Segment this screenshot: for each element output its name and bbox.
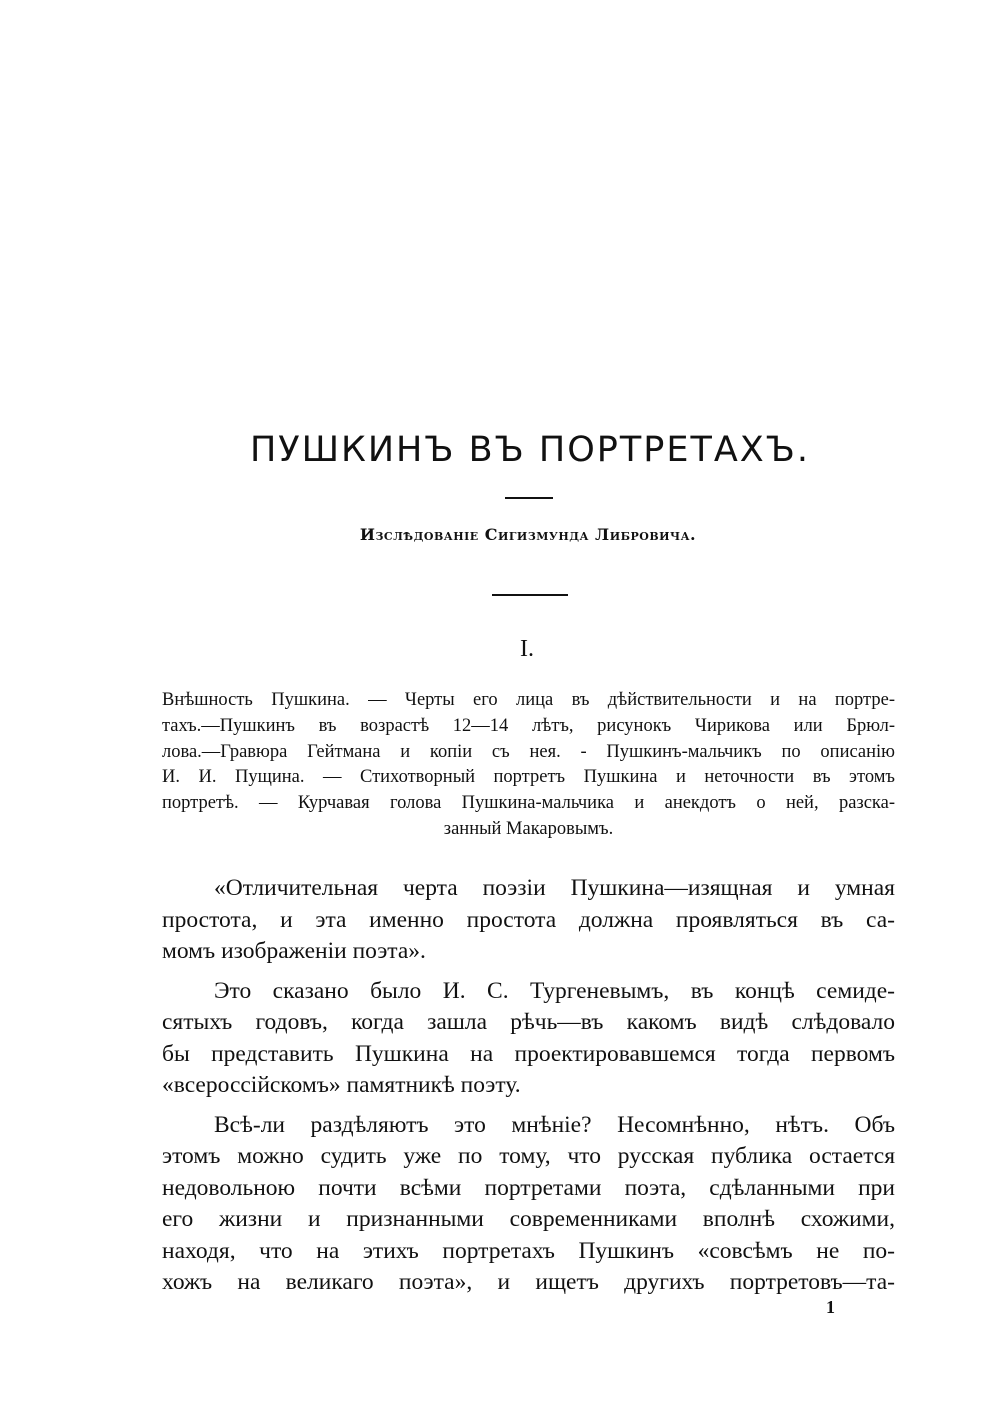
text-line: Это сказано было И. С. Тургеневымъ, въ концѣ семиде-	[214, 977, 895, 1004]
chapter-number: I.	[520, 636, 534, 662]
text-line: хожъ на великаго поэта», и ищетъ другихъ портретовъ—та-	[162, 1269, 895, 1295]
text-line: Всѣ-ли раздѣляютъ это мнѣніе? Несомнѣнно, нѣтъ. Объ	[214, 1111, 895, 1138]
page-number: 1	[826, 1297, 835, 1317]
article-subtitle: Изслѣдованіе Сигизмунда Либровича.	[359, 525, 697, 544]
summary-line: портретѣ. — Курчавая голова Пушкина-мальчика и анекдотъ о ней, разска-	[162, 793, 895, 814]
text-line: этомъ можно судить уже по тому, что русская публика остается	[162, 1143, 895, 1169]
title-divider	[505, 497, 553, 499]
summary-line: Внѣшность Пушкина. — Черты его лица въ дѣйствительности и на портре-	[162, 690, 895, 710]
text-line: «Отличительная черта поэзіи Пушкина—изящная и умная	[214, 875, 895, 901]
body-text	[162, 873, 895, 1307]
summary-line: тахъ.—Пушкинъ въ возрастѣ 12—14 лѣтъ, рисунокъ Чирикова или Брюл-	[162, 715, 895, 736]
article-title: ПУШКИНЪ ВЪ ПОРТРЕТАХЪ.	[249, 430, 811, 470]
text-line: момъ изображеніи поэта».	[162, 938, 426, 964]
summary-line: лова.—Гравюра Гейтмана и копіи съ нея. - Пушкинъ-мальчикъ по описанію	[162, 741, 895, 762]
summary-line: занный Макаровымъ.	[443, 818, 614, 839]
paragraph	[162, 976, 895, 1102]
subtitle-divider	[492, 594, 568, 596]
text-line: недовольною почти всѣми портретами поэта, сдѣланными при	[162, 1174, 895, 1201]
paragraph	[162, 1110, 895, 1299]
text-line: сятыхъ годовъ, когда зашла рѣчь—въ какомъ видѣ слѣдовало	[162, 1009, 895, 1035]
text-line: находя, что на этихъ портретахъ Пушкинъ «совсѣмъ не по-	[162, 1237, 895, 1264]
text-line: простота, и эта именно простота должна проявляться въ са-	[162, 906, 895, 933]
text-line: «всероссійскомъ» памятникѣ поэту.	[162, 1072, 521, 1098]
summary-line: И. И. Пущина. — Стихотворный портретъ Пушкина и неточности въ этомъ	[162, 767, 895, 788]
paragraph	[162, 873, 895, 968]
chapter-summary	[162, 688, 895, 843]
text-line: его жизни и признанными современниками вполнѣ схожими,	[162, 1206, 895, 1232]
text-line: бы представить Пушкина на проектировавшемся тогда первомъ	[162, 1040, 895, 1067]
